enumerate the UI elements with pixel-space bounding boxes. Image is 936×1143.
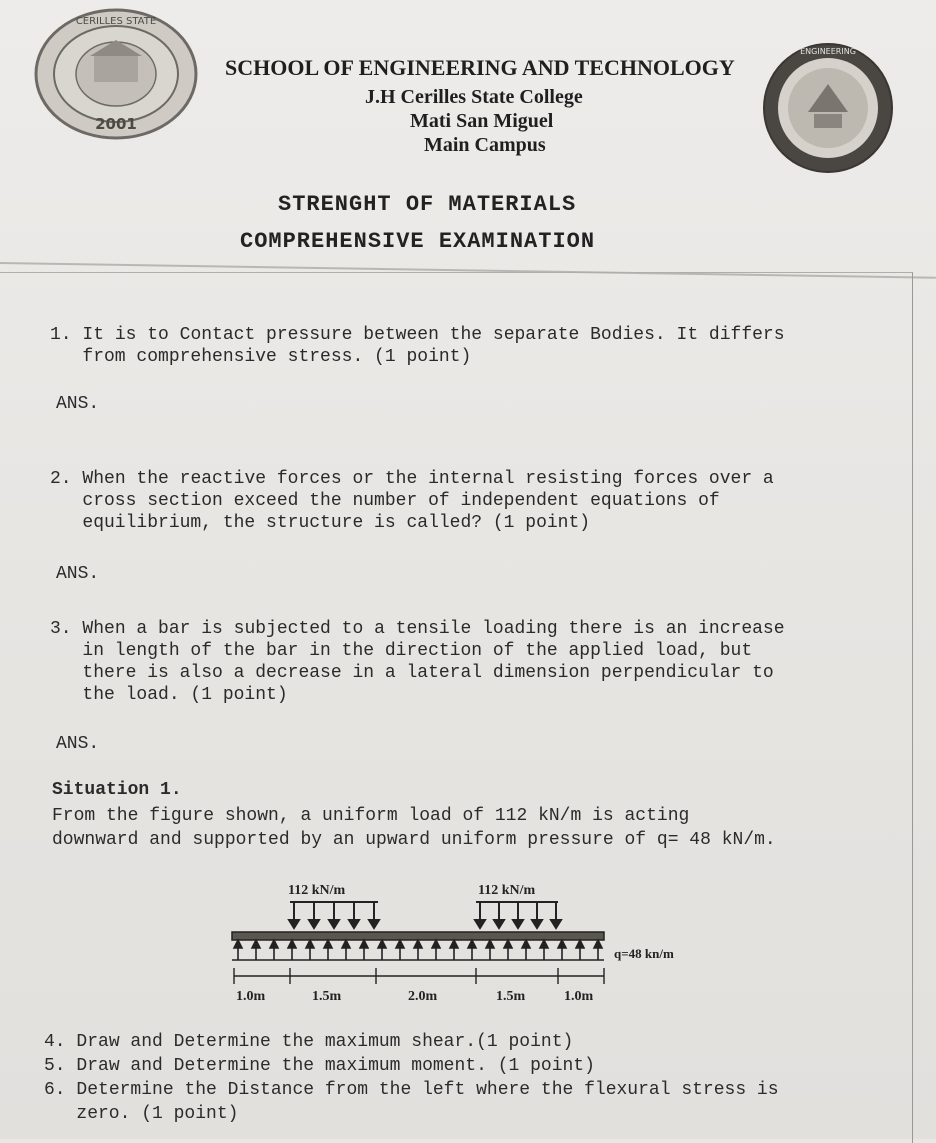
task-5: [44, 1054, 595, 1078]
question-number: 1.: [50, 325, 72, 345]
college-seal-logo: [30, 4, 202, 144]
campus-name: Main Campus: [424, 134, 546, 156]
question-text-line: cross section exceed the number of independent equations of: [82, 491, 720, 511]
task-number: 5.: [44, 1056, 66, 1076]
task-4: [44, 1030, 573, 1054]
svg-text:ENGINEERING: ENGINEERING: [800, 47, 856, 56]
dimension-line: [234, 968, 604, 984]
question-text-line: When the reactive forces or the internal resisting forces over a: [82, 469, 774, 489]
location-name: Mati San Miguel: [410, 110, 554, 132]
svg-text:CERILLES STATE: CERILLES STATE: [75, 16, 157, 27]
svg-text:2001: 2001: [95, 115, 137, 133]
task-text: Draw and Determine the maximum moment. (1 point): [76, 1056, 595, 1076]
segment-label: 1.5m: [312, 989, 342, 1004]
task-text: Determine the Distance from the left where the flexural stress is: [76, 1080, 779, 1100]
question-text-line: When a bar is subjected to a tensile loading there is an increase: [82, 619, 785, 639]
question-3: [50, 618, 785, 706]
question-1: [50, 324, 785, 368]
question-text-line: in length of the bar in the direction of the applied load, but: [82, 641, 753, 661]
situation-title: Situation 1.: [52, 780, 182, 800]
college-name: J.H Cerilles State College: [365, 86, 583, 108]
beam-load-figure: [220, 872, 720, 1012]
engineering-seal-logo: [758, 40, 898, 176]
answer-label: ANS.: [56, 394, 100, 414]
answer-label: ANS.: [56, 734, 100, 754]
question-text-line: there is also a decrease in a lateral dimension perpendicular to: [82, 663, 774, 683]
situation-line: downward and supported by an upward uniform pressure of q= 48 kN/m.: [52, 830, 776, 850]
task-number: 4.: [44, 1032, 66, 1052]
exam-subject-title: STRENGHT OF MATERIALS: [278, 192, 577, 217]
question-number: 3.: [50, 619, 72, 639]
segment-label: 1.0m: [564, 989, 594, 1004]
question-text-line: the load. (1 point): [82, 685, 288, 705]
task-number: 6.: [44, 1080, 66, 1100]
question-number: 2.: [50, 469, 72, 489]
segment-label: 1.0m: [236, 989, 266, 1004]
question-box: [0, 272, 913, 1143]
question-text-line: from comprehensive stress. (1 point): [82, 347, 472, 367]
segment-label: 2.0m: [408, 989, 438, 1004]
task-text: zero. (1 point): [76, 1104, 239, 1124]
situation-line: From the figure shown, a uniform load of 112 kN/m is acting: [52, 806, 690, 826]
task-6: [44, 1078, 779, 1126]
segment-label: 1.5m: [496, 989, 526, 1004]
left-distributed-load: [289, 902, 379, 928]
left-load-label: 112 kN/m: [288, 883, 346, 898]
upward-pressure-arrows: [232, 940, 604, 960]
question-2: [50, 468, 774, 534]
pressure-label: q=48 kn/m: [614, 946, 674, 961]
right-load-label: 112 kN/m: [478, 883, 536, 898]
task-text: Draw and Determine the maximum shear.(1 point): [76, 1032, 574, 1052]
situation-text: [52, 804, 776, 852]
question-text-line: equilibrium, the structure is called? (1 point): [82, 513, 591, 533]
answer-label: ANS.: [56, 564, 100, 584]
question-text-line: It is to Contact pressure between the separate Bodies. It differs: [82, 325, 785, 345]
right-distributed-load: [475, 902, 561, 928]
school-name: SCHOOL OF ENGINEERING AND TECHNOLOGY: [225, 55, 735, 80]
exam-type-title: COMPREHENSIVE EXAMINATION: [240, 229, 596, 254]
